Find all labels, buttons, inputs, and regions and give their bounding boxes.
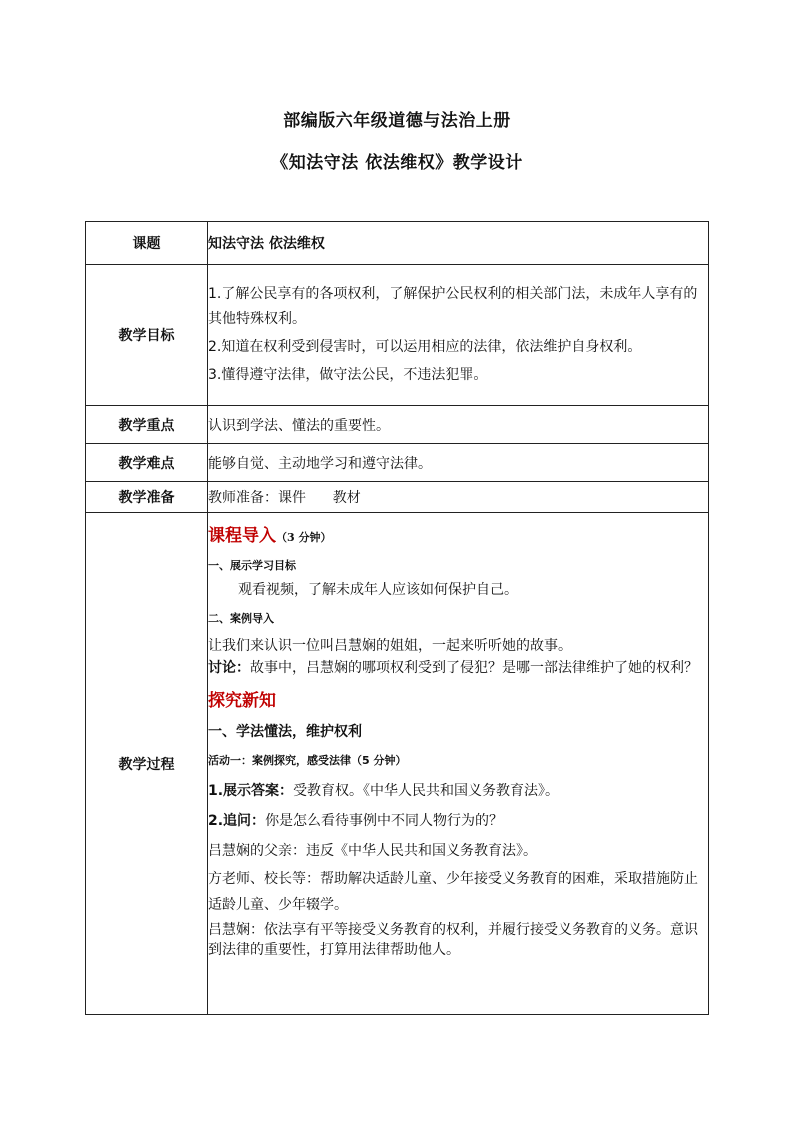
- label-difficulty: 教学难点: [86, 444, 208, 482]
- answer-text: 受教育权。《中华人民共和国义务教育法》。: [293, 783, 560, 799]
- step2-text: 让我们来认识一位叫吕慧娴的姐姐，一起来听听她的故事。: [208, 638, 572, 654]
- label-process: 教学过程: [86, 513, 208, 1015]
- step1-text: 观看视频，了解未成年人应该如何保护自己。: [238, 582, 518, 598]
- part1-title: 一、学法懂法，维护权利: [208, 724, 362, 740]
- table-row-topic: [86, 222, 709, 265]
- document-title: 部编版六年级道德与法治上册: [283, 111, 511, 131]
- value-objectives: [208, 265, 709, 406]
- answer: [208, 776, 708, 806]
- section-intro-heading: [208, 521, 708, 551]
- label-topic: 课题: [86, 222, 208, 265]
- step1-title: 一、展示学习目标: [208, 559, 296, 572]
- value-topic: 知法守法 依法维权: [208, 222, 709, 265]
- objective-item: 2.知道在权利受到侵害时，可以运用相应的法律，依法维护自身权利。: [208, 339, 642, 355]
- teacher-text: 方老师、校长等：帮助解决适龄儿童、少年接受义务教育的困难，采取措施防止适龄儿童、少年辍学。: [208, 871, 698, 913]
- activity1-title: 活动一：案例探究，感受法律（5 分钟）: [208, 754, 407, 767]
- step2-title: 二、案例导入: [208, 612, 274, 625]
- label-key-point: 教学重点: [86, 406, 208, 444]
- objective-item: 3.懂得遵守法律，做守法公民，不违法犯罪。: [208, 367, 488, 383]
- document-subtitle: 《知法守法 依法维权》教学设计: [271, 153, 523, 173]
- discussion: [208, 658, 708, 678]
- label-objectives: 教学目标: [86, 265, 208, 406]
- intro-title: 课程导入: [208, 526, 276, 546]
- father-text: 吕慧娴的父亲：违反《中华人民共和国义务教育法》。: [208, 843, 537, 859]
- answer-label: 1.展示答案：: [208, 783, 294, 799]
- table-row-key-point: [86, 406, 709, 444]
- followup-label: 2.追问：: [208, 813, 266, 829]
- table-row-preparation: [86, 482, 709, 513]
- followup: [208, 806, 708, 836]
- discussion-text: 故事中，吕慧娴的哪项权利受到了侵犯？是哪一部法律维护了她的权利？: [250, 660, 698, 676]
- value-process: [208, 513, 709, 1015]
- intro-time: （3 分钟）: [276, 531, 332, 544]
- table-row-difficulty: [86, 444, 709, 482]
- followup-text: 你是怎么看待事例中不同人物行为的？: [265, 813, 504, 829]
- discussion-label: 讨论：: [208, 660, 250, 676]
- lesson-plan-table: [85, 221, 709, 1015]
- table-row-process: [86, 513, 709, 1015]
- label-preparation: 教学准备: [86, 482, 208, 513]
- value-key-point: 认识到学法、懂法的重要性。: [208, 406, 709, 444]
- lv-text: 吕慧娴：依法享有平等接受义务教育的权利，并履行接受义务教育的义务。意识到法律的重要性，打算用法律帮助他人。: [208, 922, 698, 958]
- explore-title: 探究新知: [208, 691, 276, 711]
- value-preparation: 教师准备：课件 教材: [208, 482, 709, 513]
- table-row-objectives: [86, 265, 709, 406]
- objective-item: 1.了解公民享有的各项权利，了解保护公民权利的相关部门法，未成年人享有的其他特殊权利。: [208, 286, 698, 327]
- value-difficulty: 能够自觉、主动地学习和遵守法律。: [208, 444, 709, 482]
